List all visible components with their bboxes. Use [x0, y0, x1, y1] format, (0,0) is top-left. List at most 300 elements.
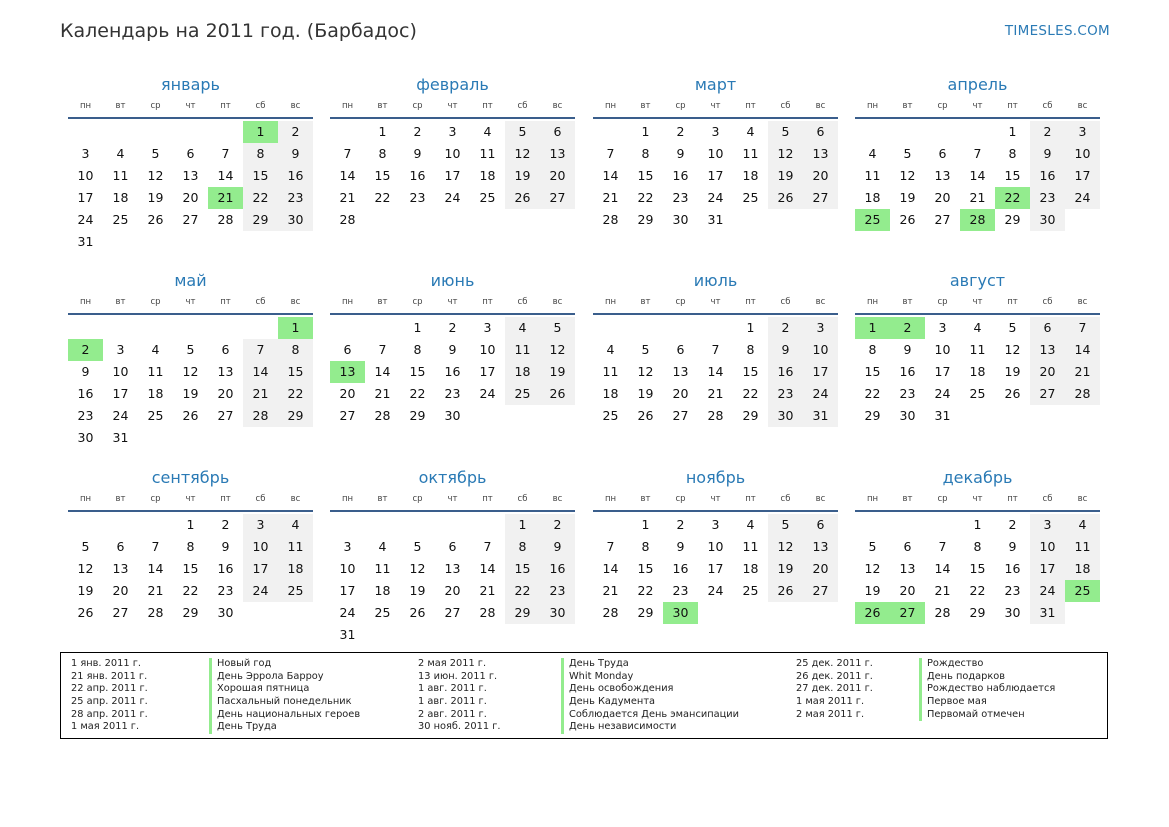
day-cell: 20	[540, 165, 575, 187]
day-cell: 28	[602, 212, 619, 227]
day-cell: 9	[1008, 539, 1017, 554]
day-cell: 23	[672, 583, 689, 598]
day-cell: 8	[243, 143, 278, 165]
day-cell: 23	[540, 580, 575, 602]
empty-cell	[330, 121, 365, 143]
day-cell: 16	[217, 561, 234, 576]
day-cell: 26	[540, 383, 575, 405]
day-cell: 3	[81, 146, 90, 161]
day-cell: 24	[479, 386, 496, 401]
weekday-label: сб	[780, 494, 791, 504]
day-grid	[68, 317, 313, 449]
month-block	[855, 271, 1100, 427]
weekday-label: сб	[255, 101, 266, 111]
legend-date: 1 авг. 2011 г.	[418, 696, 487, 708]
day-cell: 26	[409, 605, 426, 620]
day-cell: 20	[1030, 361, 1065, 383]
day-cell: 16	[672, 561, 689, 576]
month-block	[68, 468, 313, 624]
day-cell: 13	[899, 561, 916, 576]
day-cell: 27	[672, 408, 689, 423]
empty-cell	[208, 121, 243, 143]
weekday-label: вт	[640, 494, 651, 504]
day-cell: 24	[444, 190, 461, 205]
weekday-label: пн	[79, 494, 92, 504]
day-cell: 4	[606, 342, 615, 357]
day-cell: 25	[278, 580, 313, 602]
weekday-label: вт	[377, 101, 388, 111]
day-cell: 21	[479, 583, 496, 598]
weekday-label: пт	[1007, 101, 1018, 111]
legend-holiday-name: Рождество наблюдается	[927, 683, 1056, 695]
day-cell: 18	[278, 558, 313, 580]
day-cell: 10	[339, 561, 356, 576]
legend-date: 28 апр. 2011 г.	[71, 708, 148, 720]
day-cell: 7	[938, 539, 947, 554]
day-cell: 9	[278, 143, 313, 165]
weekday-label: сб	[517, 101, 528, 111]
day-cell: 16	[540, 558, 575, 580]
day-cell: 31	[1030, 602, 1065, 624]
legend-date: 2 мая 2011 г.	[418, 658, 487, 669]
day-cell: 23	[1030, 187, 1065, 209]
day-cell: 10	[934, 342, 951, 357]
day-cell: 5	[768, 121, 803, 143]
day-cell: 24	[112, 408, 129, 423]
day-cell: 16	[899, 364, 916, 379]
day-cell: 6	[448, 539, 457, 554]
day-cell: 1	[378, 124, 387, 139]
day-cell: 9	[540, 536, 575, 558]
day-cell: 25	[742, 190, 759, 205]
weekday-label: ср	[412, 297, 423, 307]
day-cell: 27	[1030, 383, 1065, 405]
weekday-header	[855, 295, 1100, 315]
day-cell: 12	[768, 143, 803, 165]
day-cell: 8	[641, 146, 650, 161]
day-cell: 12	[768, 536, 803, 558]
day-cell: 1	[641, 124, 650, 139]
weekday-label: пт	[482, 297, 493, 307]
legend-holiday-name: День освобождения	[569, 683, 674, 695]
weekday-label: пт	[482, 101, 493, 111]
day-cell: 21	[374, 386, 391, 401]
day-cell: 16	[444, 364, 461, 379]
day-cell: 12	[637, 364, 654, 379]
weekday-label: чт	[447, 101, 458, 111]
day-cell: 25	[112, 212, 129, 227]
day-cell: 29	[864, 408, 881, 423]
weekday-label: чт	[710, 101, 721, 111]
day-cell: 1	[505, 514, 540, 536]
empty-cell	[855, 514, 890, 536]
day-cell: 30	[77, 430, 94, 445]
weekday-header	[593, 492, 838, 512]
weekday-label: вс	[1077, 494, 1088, 504]
weekday-label: пт	[482, 494, 493, 504]
day-cell: 7	[483, 539, 492, 554]
day-cell: 18	[742, 168, 759, 183]
legend-date: 2 мая 2011 г.	[796, 708, 865, 720]
weekday-label: ср	[150, 494, 161, 504]
empty-cell	[925, 121, 960, 143]
empty-cell	[400, 514, 435, 536]
weekday-label: ср	[937, 297, 948, 307]
day-cell: 4	[278, 514, 313, 536]
day-cell: 18	[602, 386, 619, 401]
day-cell: 4	[1065, 514, 1100, 536]
holiday-day-cell: 2	[890, 317, 925, 339]
day-cell: 18	[1065, 558, 1100, 580]
day-cell: 3	[116, 342, 125, 357]
weekday-label: вт	[902, 101, 913, 111]
day-cell: 27	[182, 212, 199, 227]
legend-holiday-name: День подарков	[927, 670, 1006, 682]
day-cell: 30	[672, 212, 689, 227]
day-cell: 20	[803, 165, 838, 187]
day-cell: 24	[77, 212, 94, 227]
weekday-header	[593, 295, 838, 315]
empty-cell	[855, 121, 890, 143]
day-cell: 11	[112, 168, 129, 183]
day-cell: 11	[742, 146, 759, 161]
day-cell: 19	[768, 165, 803, 187]
month-name: март	[694, 75, 737, 94]
day-cell: 25	[505, 383, 540, 405]
day-cell: 8	[641, 539, 650, 554]
legend-names-col-1	[209, 658, 360, 734]
day-cell: 11	[742, 539, 759, 554]
day-cell: 22	[505, 580, 540, 602]
day-cell: 17	[339, 583, 356, 598]
day-cell: 22	[409, 386, 426, 401]
day-cell: 29	[505, 602, 540, 624]
day-cell: 11	[374, 561, 391, 576]
day-cell: 21	[243, 383, 278, 405]
legend-date: 25 апр. 2011 г.	[71, 696, 148, 708]
day-cell: 26	[1004, 386, 1021, 401]
day-cell: 17	[243, 558, 278, 580]
day-cell: 18	[479, 168, 496, 183]
day-cell: 5	[641, 342, 650, 357]
day-cell: 13	[672, 364, 689, 379]
day-cell: 7	[378, 342, 387, 357]
day-cell: 29	[969, 605, 986, 620]
day-cell: 26	[147, 212, 164, 227]
day-cell: 23	[217, 583, 234, 598]
day-cell: 2	[768, 317, 803, 339]
day-cell: 12	[409, 561, 426, 576]
day-cell: 7	[343, 146, 352, 161]
day-cell: 8	[973, 539, 982, 554]
day-cell: 17	[1030, 558, 1065, 580]
day-cell: 3	[448, 124, 457, 139]
day-cell: 3	[1065, 121, 1100, 143]
weekday-label: сб	[780, 297, 791, 307]
day-cell: 6	[116, 539, 125, 554]
day-cell: 1	[1008, 124, 1017, 139]
day-cell: 17	[77, 190, 94, 205]
weekday-label: ср	[675, 297, 686, 307]
weekday-header	[330, 492, 575, 512]
empty-cell	[68, 514, 103, 536]
month-name: август	[949, 271, 1006, 290]
day-grid	[330, 121, 575, 231]
legend-holiday-name: День Труда	[569, 658, 629, 669]
weekday-label: вт	[640, 297, 651, 307]
day-cell: 13	[540, 143, 575, 165]
day-cell: 14	[602, 561, 619, 576]
weekday-label: пн	[866, 101, 879, 111]
weekday-label: сб	[517, 494, 528, 504]
day-cell: 29	[637, 212, 654, 227]
day-cell: 12	[505, 143, 540, 165]
day-cell: 11	[864, 168, 881, 183]
weekday-label: вс	[815, 494, 826, 504]
day-cell: 11	[602, 364, 619, 379]
day-cell: 11	[969, 342, 986, 357]
weekday-label: сб	[1042, 494, 1053, 504]
day-cell: 10	[707, 539, 724, 554]
day-cell: 22	[374, 190, 391, 205]
day-cell: 26	[505, 187, 540, 209]
day-cell: 28	[217, 212, 234, 227]
empty-cell	[593, 514, 628, 536]
day-cell: 24	[243, 580, 278, 602]
day-cell: 23	[899, 386, 916, 401]
day-cell: 22	[969, 583, 986, 598]
day-cell: 21	[1065, 361, 1100, 383]
day-cell: 23	[768, 383, 803, 405]
empty-cell	[593, 317, 628, 339]
day-cell: 20	[217, 386, 234, 401]
legend-holiday-name: Первомай отмечен	[927, 708, 1025, 720]
day-cell: 25	[969, 386, 986, 401]
weekday-label: вс	[815, 297, 826, 307]
day-cell: 14	[339, 168, 356, 183]
holiday-day-cell: 30	[663, 602, 698, 624]
day-cell: 21	[969, 190, 986, 205]
weekday-label: чт	[185, 297, 196, 307]
holiday-day-cell: 13	[330, 361, 365, 383]
weekday-label: пн	[341, 101, 354, 111]
day-cell: 27	[339, 408, 356, 423]
weekday-label: ср	[412, 494, 423, 504]
empty-cell	[103, 317, 138, 339]
day-cell: 22	[243, 187, 278, 209]
day-cell: 2	[1030, 121, 1065, 143]
weekday-label: вс	[290, 297, 301, 307]
day-cell: 23	[409, 190, 426, 205]
day-cell: 22	[637, 190, 654, 205]
empty-cell	[68, 121, 103, 143]
legend-holiday-name: Whit Monday	[569, 670, 634, 682]
day-cell: 8	[746, 342, 755, 357]
weekday-label: ср	[675, 494, 686, 504]
day-cell: 7	[711, 342, 720, 357]
day-cell: 6	[803, 514, 838, 536]
weekday-label: чт	[710, 494, 721, 504]
weekday-label: чт	[972, 101, 983, 111]
empty-cell	[925, 514, 960, 536]
day-cell: 24	[803, 383, 838, 405]
legend-date: 2 авг. 2011 г.	[418, 708, 487, 720]
legend-date: 22 апр. 2011 г.	[71, 683, 148, 695]
day-cell: 8	[868, 342, 877, 357]
day-cell: 14	[479, 561, 496, 576]
day-cell: 17	[934, 364, 951, 379]
legend-date: 30 нояб. 2011 г.	[418, 721, 501, 733]
weekday-label: вт	[640, 101, 651, 111]
day-cell: 4	[151, 342, 160, 357]
weekday-label: пн	[341, 494, 354, 504]
month-name: июль	[693, 271, 738, 290]
day-cell: 7	[243, 339, 278, 361]
legend-holiday-name: Соблюдается День эмансипации	[569, 708, 740, 720]
day-cell: 22	[864, 386, 881, 401]
day-cell: 27	[540, 187, 575, 209]
holiday-day-cell: 25	[855, 209, 890, 231]
day-cell: 10	[243, 536, 278, 558]
day-cell: 7	[606, 539, 615, 554]
empty-cell	[663, 317, 698, 339]
day-cell: 25	[374, 605, 391, 620]
empty-cell	[960, 121, 995, 143]
day-cell: 15	[742, 364, 759, 379]
day-cell: 29	[409, 408, 426, 423]
weekday-label: пн	[79, 101, 92, 111]
day-cell: 2	[221, 517, 230, 532]
day-cell: 22	[742, 386, 759, 401]
month-name: апрель	[947, 75, 1008, 94]
day-cell: 16	[768, 361, 803, 383]
holiday-day-cell: 28	[960, 209, 995, 231]
day-cell: 25	[479, 190, 496, 205]
day-cell: 3	[1030, 514, 1065, 536]
day-cell: 6	[676, 342, 685, 357]
weekday-label: ср	[150, 101, 161, 111]
day-cell: 30	[540, 602, 575, 624]
day-cell: 19	[1004, 364, 1021, 379]
day-cell: 20	[803, 558, 838, 580]
weekday-header	[330, 295, 575, 315]
day-cell: 14	[934, 561, 951, 576]
day-cell: 7	[606, 146, 615, 161]
legend-date: 13 июн. 2011 г.	[418, 670, 498, 682]
day-cell: 16	[672, 168, 689, 183]
day-cell: 2	[540, 514, 575, 536]
day-cell: 29	[278, 405, 313, 427]
day-cell: 20	[112, 583, 129, 598]
day-cell: 20	[339, 386, 356, 401]
legend-date: 1 мая 2011 г.	[796, 696, 865, 708]
weekday-label: чт	[185, 101, 196, 111]
weekday-label: вт	[902, 494, 913, 504]
day-cell: 19	[409, 583, 426, 598]
day-cell: 12	[77, 561, 94, 576]
empty-cell	[208, 317, 243, 339]
empty-cell	[698, 317, 733, 339]
day-cell: 9	[81, 364, 90, 379]
day-cell: 30	[278, 209, 313, 231]
weekday-label: чт	[447, 494, 458, 504]
site-link[interactable]: TIMESLES.COM	[1004, 23, 1110, 39]
day-cell: 8	[1008, 146, 1017, 161]
day-cell: 8	[413, 342, 422, 357]
month-block	[593, 468, 838, 624]
legend-date: 26 дек. 2011 г.	[796, 670, 873, 682]
day-cell: 3	[343, 539, 352, 554]
weekday-label: ср	[150, 297, 161, 307]
month-name: ноябрь	[685, 468, 746, 487]
day-cell: 29	[1004, 212, 1021, 227]
legend-holiday-name: День независимости	[569, 721, 677, 733]
weekday-label: пт	[220, 101, 231, 111]
day-cell: 3	[711, 124, 720, 139]
day-cell: 4	[483, 124, 492, 139]
empty-cell	[68, 317, 103, 339]
day-cell: 26	[768, 580, 803, 602]
day-cell: 22	[278, 383, 313, 405]
day-cell: 4	[746, 124, 755, 139]
weekday-label: пт	[220, 297, 231, 307]
day-cell: 17	[1065, 165, 1100, 187]
day-cell: 19	[540, 361, 575, 383]
day-cell: 22	[637, 583, 654, 598]
day-cell: 24	[707, 190, 724, 205]
day-cell: 3	[803, 317, 838, 339]
weekday-label: сб	[1042, 101, 1053, 111]
day-cell: 19	[182, 386, 199, 401]
day-cell: 18	[742, 561, 759, 576]
day-cell: 9	[676, 539, 685, 554]
empty-cell	[103, 121, 138, 143]
day-cell: 23	[278, 187, 313, 209]
day-cell: 11	[505, 339, 540, 361]
holiday-day-cell: 22	[995, 187, 1030, 209]
day-cell: 1	[641, 517, 650, 532]
day-cell: 7	[151, 539, 160, 554]
day-cell: 28	[934, 605, 951, 620]
empty-cell	[365, 514, 400, 536]
holiday-day-cell: 27	[890, 602, 925, 624]
holiday-day-cell: 25	[1065, 580, 1100, 602]
legend-date: 27 дек. 2011 г.	[796, 683, 873, 695]
day-cell: 26	[899, 212, 916, 227]
day-cell: 26	[182, 408, 199, 423]
weekday-label: вс	[815, 101, 826, 111]
day-cell: 3	[938, 320, 947, 335]
day-cell: 2	[448, 320, 457, 335]
legend-holiday-name: Новый год	[217, 658, 272, 669]
day-cell: 28	[707, 408, 724, 423]
day-cell: 9	[903, 342, 912, 357]
day-cell: 30	[1030, 209, 1065, 231]
day-cell: 28	[147, 605, 164, 620]
empty-cell	[628, 317, 663, 339]
weekday-label: пн	[604, 494, 617, 504]
empty-cell	[243, 317, 278, 339]
legend-date: 25 дек. 2011 г.	[796, 658, 873, 669]
day-cell: 27	[803, 187, 838, 209]
day-cell: 2	[278, 121, 313, 143]
day-cell: 12	[182, 364, 199, 379]
day-cell: 9	[413, 146, 422, 161]
day-cell: 1	[746, 320, 755, 335]
weekday-label: пн	[79, 297, 92, 307]
day-cell: 18	[147, 386, 164, 401]
day-cell: 16	[77, 386, 94, 401]
